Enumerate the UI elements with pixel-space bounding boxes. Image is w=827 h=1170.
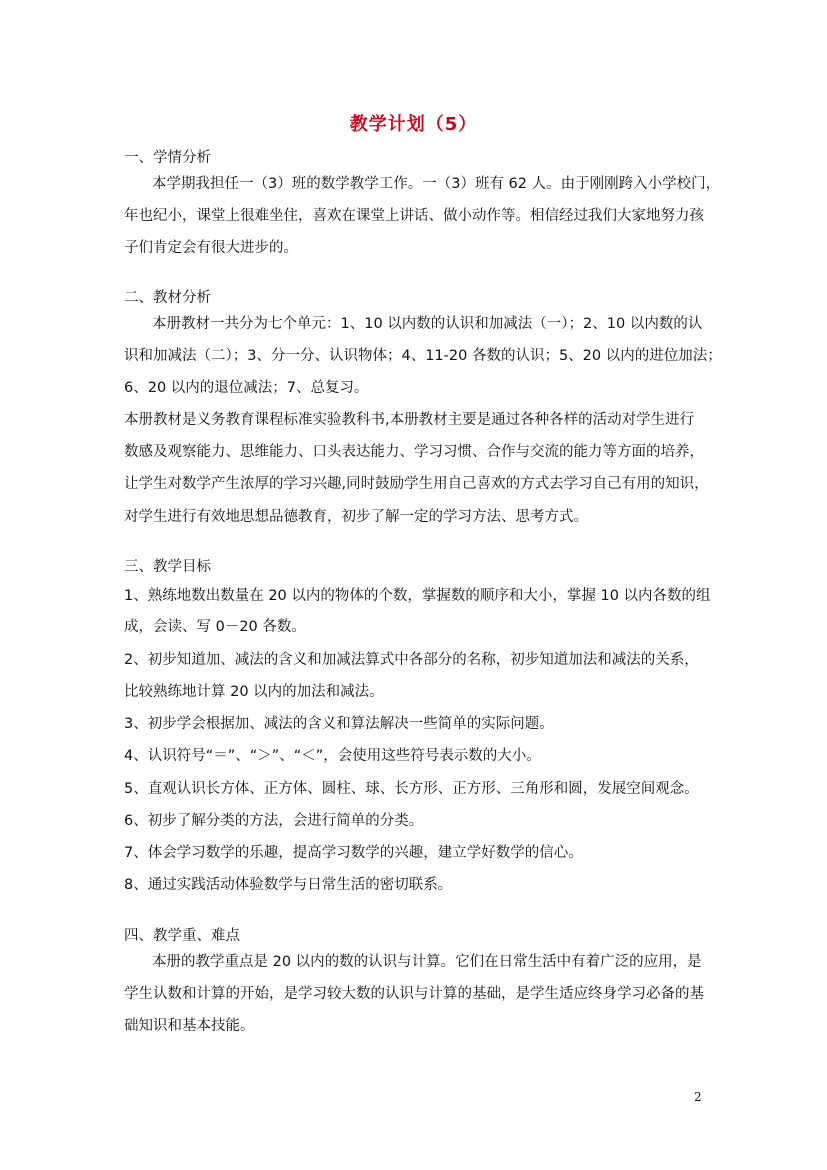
paragraph-line: 本学期我担任一（3）班的数学教学工作。一（3）班有 62 人。由于刚刚跨入小学校门， xyxy=(152,176,721,192)
section-heading: 一、学情分析 xyxy=(124,150,211,166)
paragraph-line: 学生认数和计算的开始，是学习较大数的认识与计算的基础，是学生适应终身学习必备的基 xyxy=(124,986,704,1002)
paragraph-line: 本册教材一共分为七个单元：1、10 以内数的认识和加减法（一）；2、10 以内数的认 xyxy=(152,316,703,332)
document-title: 教学计划（5） xyxy=(349,114,478,135)
paragraph-line: 5、直观认识长方体、正方体、圆柱、球、长方形、正方形、三角形和圆，发展空间观念。 xyxy=(124,781,699,797)
paragraph-line: 年也纪小，课堂上很难坐住，喜欢在课堂上讲话、做小动作等。相信经过我们大家地努力孩 xyxy=(124,208,704,224)
paragraph-line: 4、认识符号“＝”、“＞”、“＜”，会使用这些符号表示数的大小。 xyxy=(124,748,541,764)
paragraph-line: 让学生对数学产生浓厚的学习兴趣,同时鼓励学生用自己喜欢的方式去学习自己有用的知识， xyxy=(124,476,709,492)
paragraph-line: 7、体会学习数学的乐趣，提高学习数学的兴趣，建立学好数学的信心。 xyxy=(124,845,583,861)
paragraph-line: 8、通过实践活动体验数学与日常生活的密切联系。 xyxy=(124,877,453,893)
paragraph-line: 子们肯定会有很大进步的。 xyxy=(124,240,298,256)
paragraph-line: 比较熟练地计算 20 以内的加法和减法。 xyxy=(124,684,384,700)
paragraph-line: 数感及观察能力、思维能力、口头表达能力、学习习惯、合作与交流的能力等方面的培养， xyxy=(124,444,704,460)
paragraph-line: 3、初步学会根据加、减法的含义和算法解决一些简单的实际问题。 xyxy=(124,716,554,732)
paragraph-line: 识和加减法（二）；3、分一分、认识物体；4、11-20 各数的认识；5、20 以内的进位加法； xyxy=(124,348,722,364)
paragraph-line: 6、20 以内的退位减法；7、总复习。 xyxy=(124,380,369,396)
section-heading: 三、教学目标 xyxy=(124,559,211,575)
paragraph-line: 6、初步了解分类的方法，会进行简单的分类。 xyxy=(124,813,424,829)
paragraph-line: 1、熟练地数出数量在 20 以内的物体的个数，掌握数的顺序和大小，掌握 10 以内各数的组 xyxy=(124,588,711,604)
section-heading: 四、教学重、难点 xyxy=(124,928,240,944)
paragraph-line: 2、初步知道加、减法的含义和加减法算式中各部分的名称，初步知道加法和减法的关系， xyxy=(124,652,699,668)
section-heading: 二、教材分析 xyxy=(124,290,211,306)
paragraph-line: 本册教材是义务教育课程标准实验教科书,本册教材主要是通过各种各样的活动对学生进行 xyxy=(124,412,695,428)
paragraph-line: 础知识和基本技能。 xyxy=(124,1018,255,1034)
paragraph-line: 成，会读、写 0－20 各数。 xyxy=(124,619,306,635)
paragraph-line: 对学生进行有效地思想品德教育，初步了解一定的学习方法、思考方式。 xyxy=(124,509,588,525)
page-number: 2 xyxy=(694,1090,702,1104)
paragraph-line: 本册的教学重点是 20 以内的数的认识与计算。它们在日常生活中有着广泛的应用，是 xyxy=(152,954,702,970)
